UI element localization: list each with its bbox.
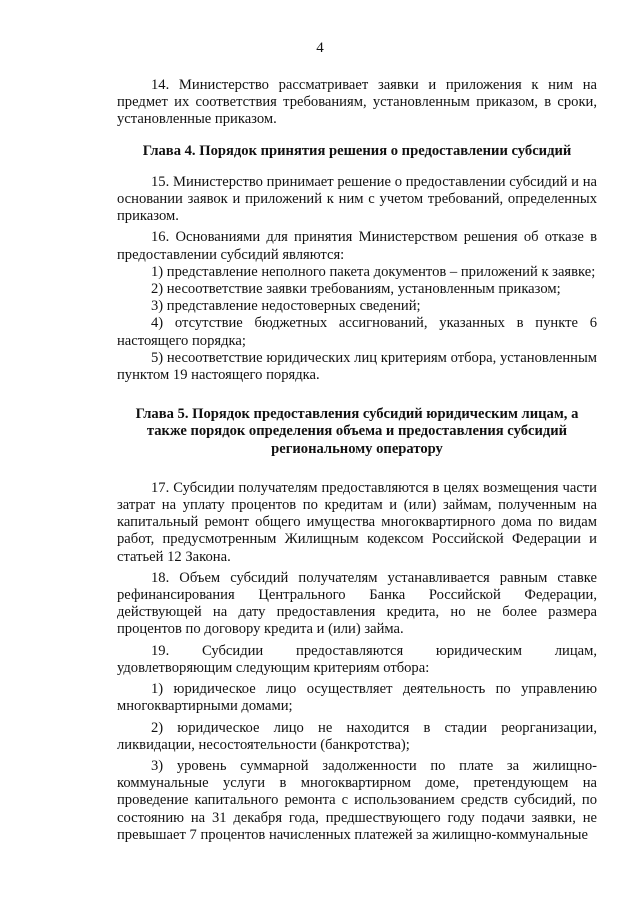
chapter-5-heading: Глава 5. Порядок предоставления субсидий юридическим лицам, а также порядок определения объема и предоставления субсидий региональному оператору [135, 406, 579, 457]
chapter-4-heading: Глава 4. Порядок принятия решения о предоставлении субсидий [142, 142, 572, 159]
paragraph-19-item-3: 3) уровень суммарной задолженности по плате за жилищно-коммунальные услуги в многоквартирном доме, претендующем на проведение капитального ремонта с использованием средств субсидий, по состоянию на 31 декабря года, предшествующего году подачи заявки, не превышает 7 процентов начисленных платежей за жилищно-коммунальные [117, 757, 597, 843]
paragraph-19-item-1: 1) юридическое лицо осуществляет деятельность по управлению многоквартирными домами; [117, 681, 597, 715]
page-number: 4 [316, 40, 324, 56]
paragraph-16-item-1: 1) представление неполного пакета документов – приложений к заявке; [151, 263, 596, 280]
document-body [117, 77, 597, 844]
paragraph-16-item-3: 3) представление недостоверных сведений; [151, 298, 421, 315]
paragraph-19-item-2: 2) юридическое лицо не находится в стадии реорганизации, ликвидации, несостоятельности (банкротства); [117, 719, 597, 753]
paragraph-16-item-2: 2) несоответствие заявки требованиям, установленным приказом; [151, 281, 561, 298]
paragraph-16-item-5: 5) несоответствие юридических лиц критериям отбора, установленным пунктом 19 настоящего порядка. [117, 349, 597, 384]
paragraph-19: 19. Субсидии предоставляются юридическим лицам, удовлетворяющим следующим критериям отбора: [117, 642, 597, 676]
paragraph-17: 17. Субсидии получателям предоставляются в целях возмещения части затрат на уплату процентов по кредитам и (или) займам, полученным на капитальный ремонт общего имущества многоквартирного дома по видам работ, предусмотренным Жилищным кодексом Российской Федерации и статьей 12 Закона. [117, 479, 597, 565]
paragraph-16-item-4: 4) отсутствие бюджетных ассигнований, указанных в пункте 6 настоящего порядка; [117, 315, 597, 349]
paragraph-15: 15. Министерство принимает решение о предоставлении субсидий и на основании заявок и приложений к ним с учетом требований, определенных приказом. [117, 173, 597, 225]
paragraph-18: 18. Объем субсидий получателям устанавливается равным ставке рефинансирования Центрального Банка Российской Федерации, действующей на дату предоставления кредита, но не более размера процентов по договору кредита и (или) займа. [117, 569, 597, 638]
paragraph-16: 16. Основаниями для принятия Министерством решения об отказе в предоставлении субсидий являются: [117, 229, 597, 263]
paragraph-14: 14. Министерство рассматривает заявки и приложения к ним на предмет их соответствия требованиям, установленным приказом, в сроки, установленные приказом. [117, 77, 597, 128]
